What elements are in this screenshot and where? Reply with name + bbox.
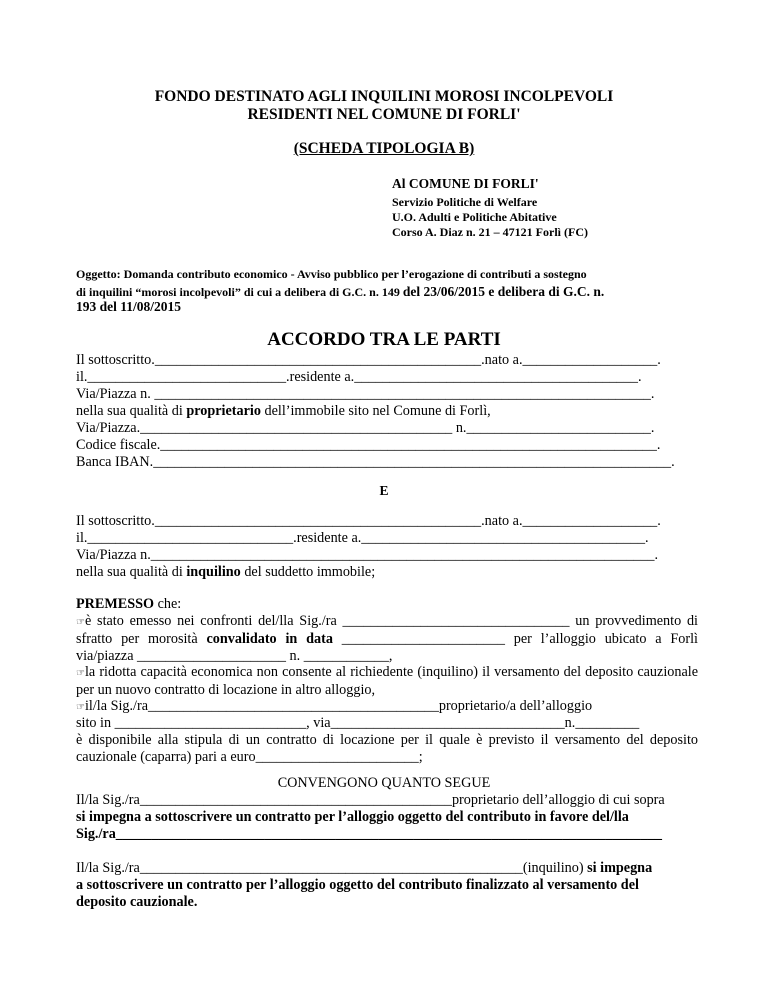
tenant-role-prefix: nella sua qualità di [76, 564, 187, 580]
owner-property-line: Via/Piazza.____________________________________________ n.__________________________. [76, 420, 655, 436]
owner-iban-line: Banca IBAN._________________________________________________________________________. [76, 454, 675, 470]
tenant-name-line: Il sottoscritto.______________________________________________.nato a.___________________. [76, 513, 661, 529]
convengono-tenant-line-2: a sottoscrivere un contratto per l’alloggio oggetto del contributo finalizzato al versamento del [76, 877, 639, 893]
convengono-tenant-line-3: deposito cauzionale. [76, 894, 198, 910]
agreement-title: ACCORDO TRA LE PARTI [267, 329, 501, 350]
tenant-role-line [76, 564, 375, 581]
owner-fiscal-code-line: Codice fiscale.______________________________________________________________________. [76, 437, 661, 453]
owner-name-line: Il sottoscritto.______________________________________________.nato a.___________________. [76, 352, 661, 368]
premesso-p2-text: la ridotta capacità economica non consente al richiedente (inquilino) il versamento del deposito cauzionale per un nuovo contratto di locazione in altro alloggio, [76, 664, 698, 698]
recipient-line-3: U.O. Adulti e Politiche Abitative [392, 210, 557, 224]
owner-role-prefix: nella sua qualità di [76, 403, 187, 419]
tenant-role-suffix: del suddetto immobile; [240, 564, 376, 580]
subtitle: (SCHEDA TIPOLOGIA B) [293, 140, 475, 157]
premesso-p1-end: _______________________ per l’alloggio ubicato a Forlì via/piazza _____________________ n. ____________, [76, 631, 698, 664]
recipient-line-2: Servizio Politiche di Welfare [392, 195, 538, 209]
convengono-tenant-line-1-keyword: si impegna [587, 860, 653, 876]
tenant-role-keyword: inquilino [186, 564, 241, 580]
subject-line-3: 193 del 11/08/2015 [76, 299, 182, 314]
title-line-1: FONDO DESTINATO AGLI INQUILINI MOROSI INCOLPEVOLI [154, 88, 614, 105]
pointing-hand-icon: ☞ [76, 668, 85, 679]
tenant-birth-line: il._____________________________.residente a.________________________________________. [76, 530, 649, 546]
convengono-tenant-line-1-start: Il/la Sig./ra______________________________________________________(inquilino) [76, 860, 588, 876]
premesso-paragraph-4: sito in ___________________________, via_________________________________n._________ [76, 715, 640, 731]
convengono-tenant-line-1 [76, 860, 652, 877]
owner-address-line: Via/Piazza n. ______________________________________________________________________. [76, 386, 655, 402]
pointing-hand-icon: ☞ [76, 617, 85, 628]
pointing-hand-icon: ☞ [76, 702, 85, 713]
convengono-owner-line-2: si impegna a sottoscrivere un contratto per l’alloggio oggetto del contributo in favore del/lla [76, 809, 629, 825]
owner-role-line [76, 403, 491, 420]
premesso-heading-rest: che: [154, 596, 182, 612]
recipient-line-1: Al COMUNE DI FORLI' [392, 176, 539, 191]
convengono-owner-line-1: Il/la Sig./ra____________________________________________proprietario dell’alloggio di cui sopra [76, 792, 665, 808]
premesso-p1-start: è stato emesso nei confronti del/lla Sig./ra ________________________________ un provvedimento di sfratto per morosità [76, 613, 698, 647]
premesso-p1-keyword: convalidato in data [206, 631, 333, 647]
owner-role-suffix: dell’immobile sito nel Comune di Forlì, [260, 403, 491, 419]
convengono-owner-line-3: Sig./ra_____________________________________________________________________________ [76, 826, 663, 842]
premesso-paragraph-5: è disponibile alla stipula di un contratto di locazione per il quale è previsto il versamento del deposito cauzionale (caparra) pari a euro_______________________; [76, 732, 698, 765]
premesso-heading [76, 596, 181, 613]
subject-line-2a: di inquilini “morosi incolpevoli” di cui a delibera di G.C. n. 149 [76, 285, 403, 299]
recipient-line-4: Corso A. Diaz n. 21 – 47121 Forlì (FC) [392, 225, 588, 239]
owner-role-keyword: proprietario [186, 403, 261, 419]
tenant-address-line: Via/Piazza n._______________________________________________________________________. [76, 547, 658, 563]
premesso-p3-text: il/la Sig./ra_________________________________________proprietario/a dell’alloggio [84, 698, 593, 714]
subject-line-1: Oggetto: Domanda contributo economico - Avviso pubblico per l’erogazione di contributi a sostegno [76, 267, 587, 281]
subject-line-2b: del 23/06/2015 e delibera di G.C. n. [402, 284, 605, 299]
premesso-paragraph-2 [76, 664, 698, 699]
premesso-paragraph-3 [76, 698, 592, 716]
premesso-paragraph-1 [76, 613, 698, 665]
owner-birth-line: il.____________________________.residente a.________________________________________. [76, 369, 642, 385]
convengono-heading: CONVENGONO QUANTO SEGUE [277, 775, 491, 791]
premesso-keyword: PREMESSO [76, 596, 155, 612]
title-line-2: RESIDENTI NEL COMUNE DI FORLI' [247, 106, 521, 123]
separator-e: E [379, 483, 389, 498]
